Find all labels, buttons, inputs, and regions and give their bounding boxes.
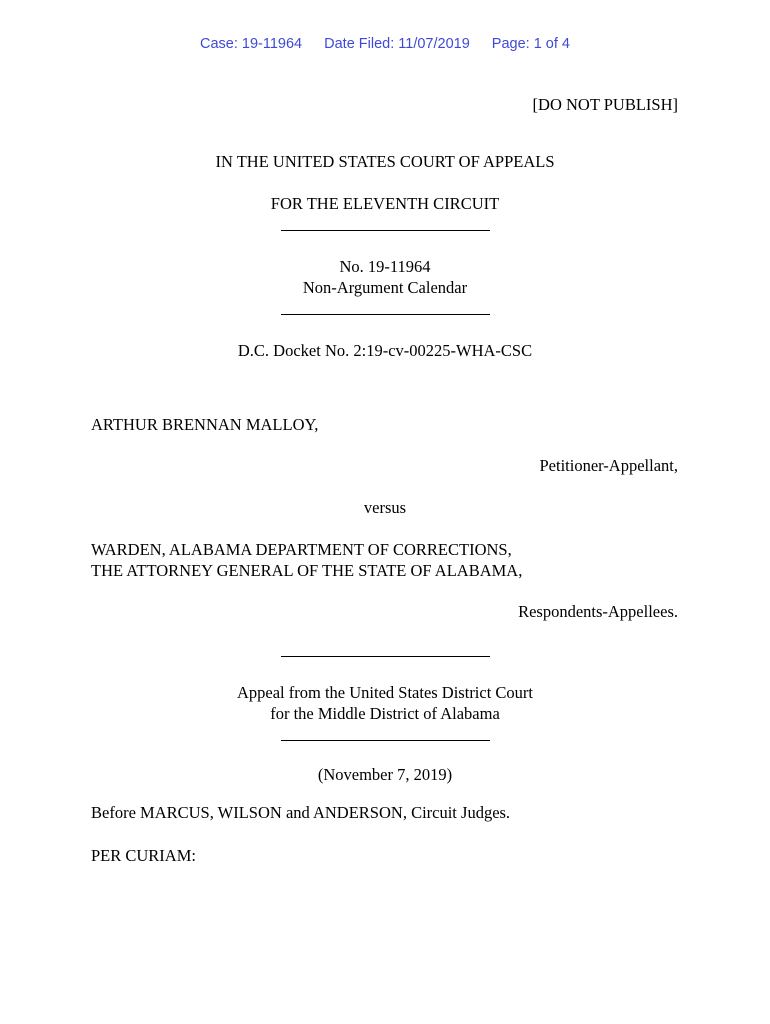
petitioner-name: ARTHUR BRENNAN MALLOY, [91,415,319,434]
appeal-origin-line-1: Appeal from the United States District Court [236,683,534,702]
calendar-type: Non-Argument Calendar [302,278,468,297]
page-count-stamp: Page: 1 of 4 [491,36,570,52]
divider-rule [281,230,490,231]
date-filed-stamp: Date Filed: 11/07/2019 [324,36,470,52]
versus-text: versus [363,498,407,517]
divider-rule [281,314,490,315]
respondent-role: Respondents-Appellees. [518,602,678,621]
court-name: IN THE UNITED STATES COURT OF APPEALS [215,152,555,171]
docket-number: D.C. Docket No. 2:19-cv-00225-WHA-CSC [237,341,533,360]
divider-rule [281,656,490,657]
pdf-header-stamp [0,36,770,52]
divider-rule [281,740,490,741]
publish-note: [DO NOT PUBLISH] [532,95,678,114]
panel-judges: Before MARCUS, WILSON and ANDERSON, Circuit Judges. [91,803,511,822]
per-curiam-heading: PER CURIAM: [91,846,196,865]
case-number: No. 19-11964 [339,257,431,276]
case-number-stamp: Case: 19-11964 [199,36,303,52]
appeal-origin-line-2: for the Middle District of Alabama [270,704,500,723]
decision-date: (November 7, 2019) [317,765,453,784]
respondent-line-1: WARDEN, ALABAMA DEPARTMENT OF CORRECTIONS, [91,540,512,559]
petitioner-role: Petitioner-Appellant, [539,456,678,475]
circuit-name: FOR THE ELEVENTH CIRCUIT [270,194,500,213]
respondent-line-2: THE ATTORNEY GENERAL OF THE STATE OF ALABAMA, [91,561,523,580]
